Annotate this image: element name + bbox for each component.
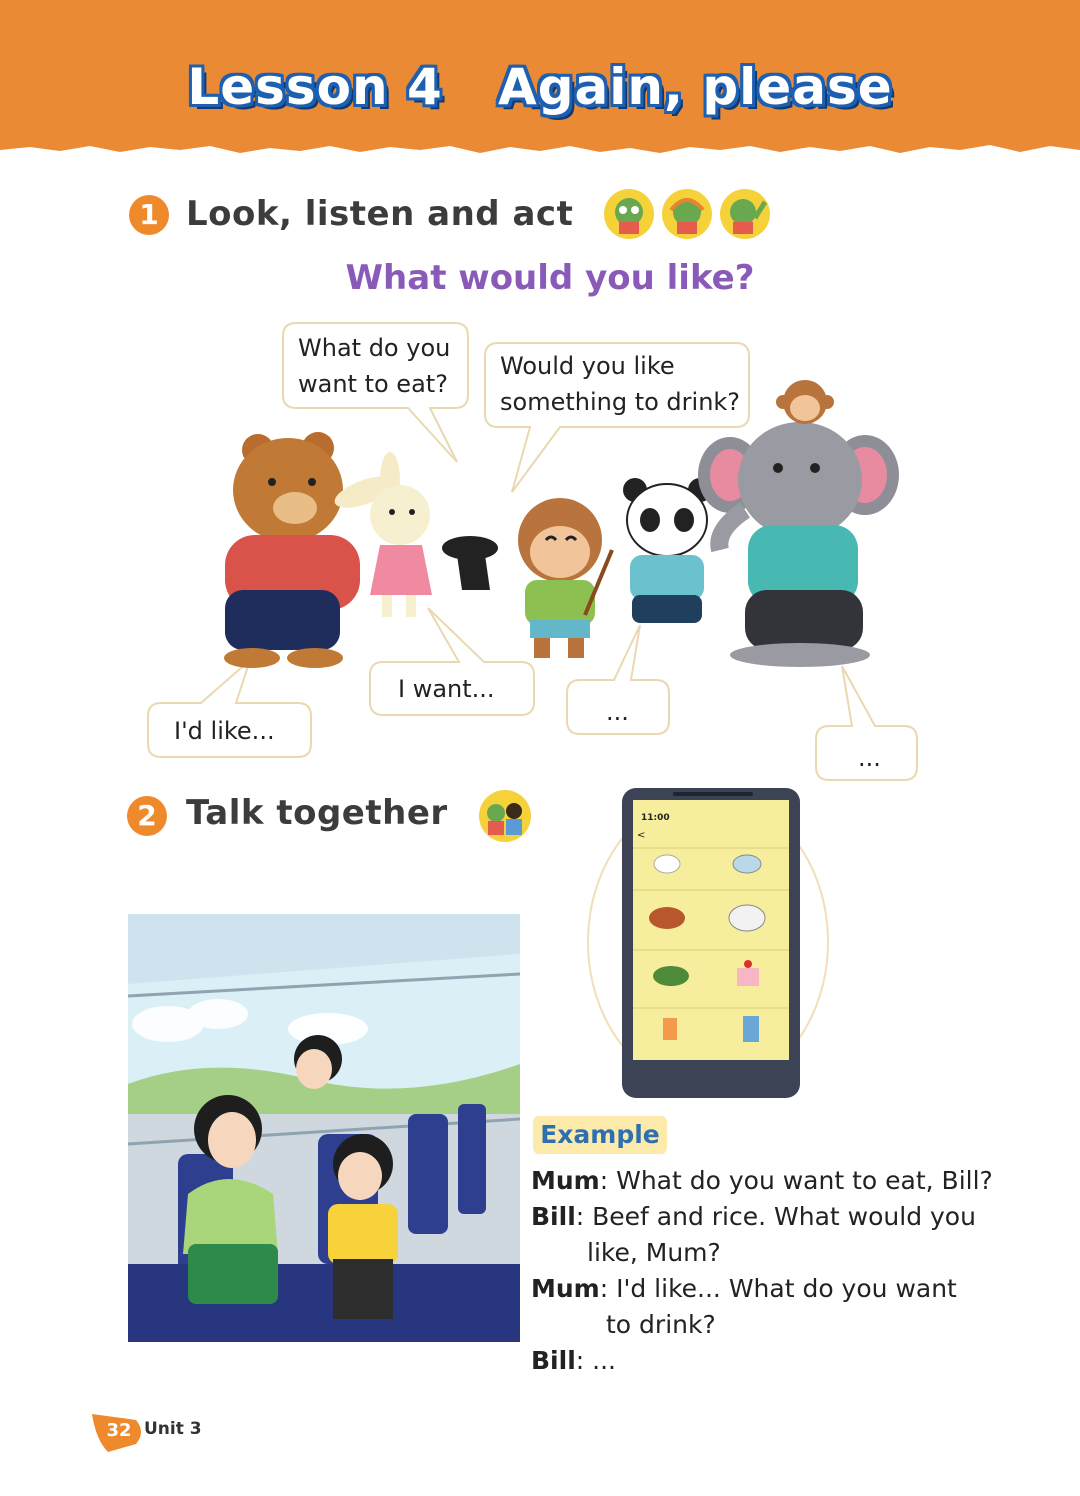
food-item-dumplings[interactable]: [729, 905, 765, 931]
phone-back[interactable]: <: [637, 830, 646, 841]
train-illustration: [128, 914, 520, 1342]
dialogue-line-2-cont: like, Mum?: [587, 1238, 721, 1267]
food-item-noodles[interactable]: [733, 855, 761, 873]
panda-character: [623, 478, 712, 623]
dialogue-text: I'd like... What do you want: [616, 1274, 957, 1303]
bubble-6-text: ...: [858, 744, 881, 772]
elephant-character: [698, 422, 899, 667]
talk-icon: [478, 789, 532, 843]
bubble-5-text: ...: [606, 698, 629, 726]
section-1-number: 1: [129, 195, 169, 235]
lesson-title: Lesson 4 Again, please: [187, 58, 893, 116]
dialogue-text: ...: [592, 1346, 616, 1375]
dialogue-text: Beef and rice. What would you: [592, 1202, 976, 1231]
phone-illustration: [585, 786, 831, 1102]
dialogue-speaker: Bill: [531, 1202, 576, 1231]
dialogue-speaker: Mum: [531, 1274, 600, 1303]
bubble-4-text: I want...: [398, 675, 495, 703]
section-2-number: 2: [127, 796, 167, 836]
unit-label: Unit 3: [144, 1419, 202, 1439]
monkey-character: [442, 498, 612, 658]
food-item-rice[interactable]: [654, 855, 680, 873]
dialogue-speaker: Bill: [531, 1346, 576, 1375]
food-item-milk[interactable]: [743, 1016, 759, 1042]
bubble-2-line-1: Would you like: [500, 352, 675, 380]
bear-character: [224, 432, 360, 668]
dialogue-line-1: Mum: What do you want to eat, Bill?: [531, 1166, 993, 1195]
dialogue-speaker: Mum: [531, 1166, 600, 1195]
section-2-heading: Talk together: [186, 793, 448, 833]
bubble-3-text: I'd like...: [174, 717, 275, 745]
bubble-1-line-2: want to eat?: [298, 370, 448, 398]
question-title: What would you like?: [345, 258, 755, 298]
food-item-vegetables[interactable]: [653, 966, 689, 986]
dialogue-line-4: Bill: ...: [531, 1346, 616, 1375]
dialogue-line-3: Mum: I'd like... What do you want: [531, 1274, 957, 1303]
dialogue-line-3-cont: to drink?: [606, 1310, 716, 1339]
small-monkey-character: [776, 380, 834, 424]
bill-figure: [328, 1134, 398, 1319]
dialogue-text: What do you want to eat, Bill?: [616, 1166, 993, 1195]
bubble-1-line-1: What do you: [298, 334, 451, 362]
page-number: 32: [106, 1420, 132, 1441]
bubble-2-line-2: something to drink?: [500, 388, 741, 416]
food-item-juice[interactable]: [663, 1018, 677, 1040]
example-label: Example: [533, 1116, 667, 1154]
dialogue-line-2: Bill: Beef and rice. What would you: [531, 1202, 976, 1231]
characters-illustration: [200, 380, 920, 680]
food-item-beef[interactable]: [649, 907, 685, 929]
phone-time: 11:00: [641, 813, 670, 823]
section-1-heading: Look, listen and act: [186, 194, 574, 234]
